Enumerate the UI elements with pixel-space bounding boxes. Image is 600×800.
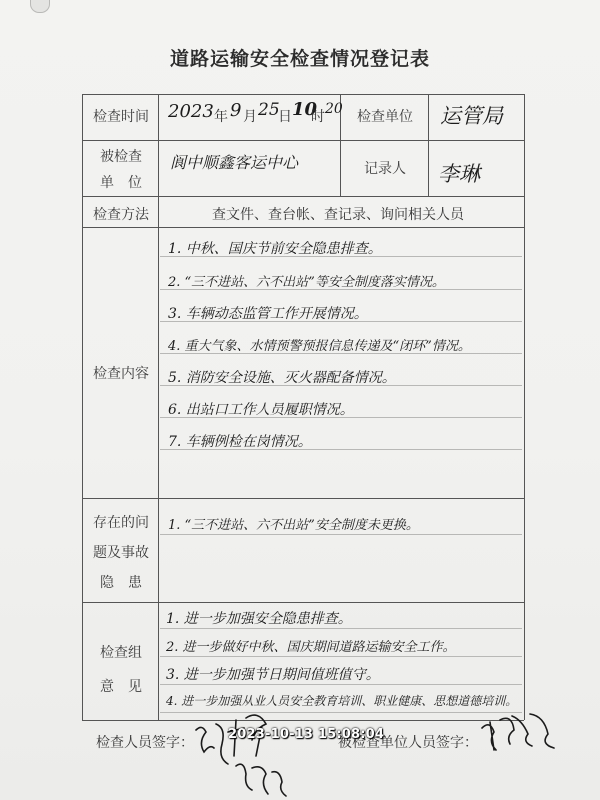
- issue-item: 1. “三不进站、六不出站”安全制度未更换。: [168, 518, 419, 533]
- month-char: 月: [243, 109, 257, 125]
- day-char: 日: [278, 109, 292, 125]
- year-value: 2023: [168, 101, 214, 122]
- table-border-left: [82, 94, 83, 720]
- inspected-signature-image: [476, 706, 566, 756]
- check-unit-value: 运管局: [440, 104, 503, 128]
- label-column-divider: [158, 94, 159, 720]
- ruled-line: [160, 684, 522, 685]
- label-inspected-unit-1: 被检查: [100, 149, 142, 165]
- opinion-item: 3. 进一步加强节日期间值班值守。: [166, 667, 380, 683]
- form-title: 道路运输安全检查情况登记表: [169, 48, 430, 70]
- hour-char: 时: [311, 109, 325, 125]
- opinion-item: 4. 进一步加强从业人员安全教育培训、职业健康、思想道德培训。: [166, 694, 518, 708]
- day-value: 25: [258, 100, 280, 120]
- label-inspector-sign: 检查人员签字：: [96, 735, 194, 751]
- label-issues-2: 题及事故: [93, 545, 149, 561]
- label-content: 检查内容: [93, 366, 149, 382]
- minute-value: 20: [325, 101, 343, 117]
- photo-timestamp: 2023-10-13 15:08:04: [228, 727, 385, 742]
- label-opinion-1: 检查组: [100, 645, 142, 661]
- row-divider: [82, 227, 524, 228]
- ruled-line: [160, 628, 522, 629]
- content-item: 2. “三不进站、六不出站”等安全制度落实情况。: [168, 275, 445, 290]
- month-value: 9: [230, 100, 242, 121]
- table-border-right: [524, 94, 525, 720]
- row-divider: [82, 498, 524, 499]
- table-border-top: [82, 94, 524, 95]
- label-issues-1: 存在的问: [93, 515, 149, 531]
- method-value: 查文件、查台帐、查记录、询问相关人员: [212, 207, 464, 223]
- content-item: 6. 出站口工作人员履职情况。: [168, 402, 354, 418]
- label-inspected-unit-2: 单 位: [100, 175, 142, 191]
- label-method: 检查方法: [93, 207, 149, 223]
- row-divider: [82, 196, 524, 197]
- year-char: 年: [214, 109, 228, 125]
- inspected-unit-value: 阆中顺鑫客运中心: [170, 153, 299, 172]
- row-divider: [82, 602, 524, 603]
- label-opinion-2: 意 见: [100, 679, 142, 695]
- ruled-line: [160, 656, 522, 657]
- recorder-value: 李琳: [438, 162, 480, 186]
- content-item: 1. 中秋、国庆节前安全隐患排查。: [168, 241, 382, 257]
- label-inspected-sign: 被检查单位人员签字：: [338, 735, 478, 751]
- opinion-item: 2. 进一步做好中秋、国庆期间道路运输安全工作。: [166, 640, 456, 655]
- opinion-item: 1. 进一步加强安全隐患排查。: [166, 611, 352, 627]
- content-item: 5. 消防安全设施、灭火器配备情况。: [168, 370, 396, 386]
- content-item: 3. 车辆动态监管工作开展情况。: [168, 306, 368, 322]
- ruled-line: [160, 534, 522, 535]
- content-item: 4. 重大气象、水情预警预报信息传递及“闭环”情况。: [168, 339, 471, 354]
- label-check-unit: 检查单位: [357, 109, 413, 125]
- content-item: 7. 车辆例检在岗情况。: [168, 434, 312, 450]
- hour-value: 10: [292, 99, 318, 120]
- label-check-time: 检查时间: [93, 109, 149, 125]
- inspector-signature-image: [188, 708, 338, 800]
- column-divider: [428, 94, 429, 196]
- label-recorder: 记录人: [364, 161, 406, 177]
- label-issues-3: 隐 患: [100, 575, 142, 591]
- row-divider: [82, 140, 524, 141]
